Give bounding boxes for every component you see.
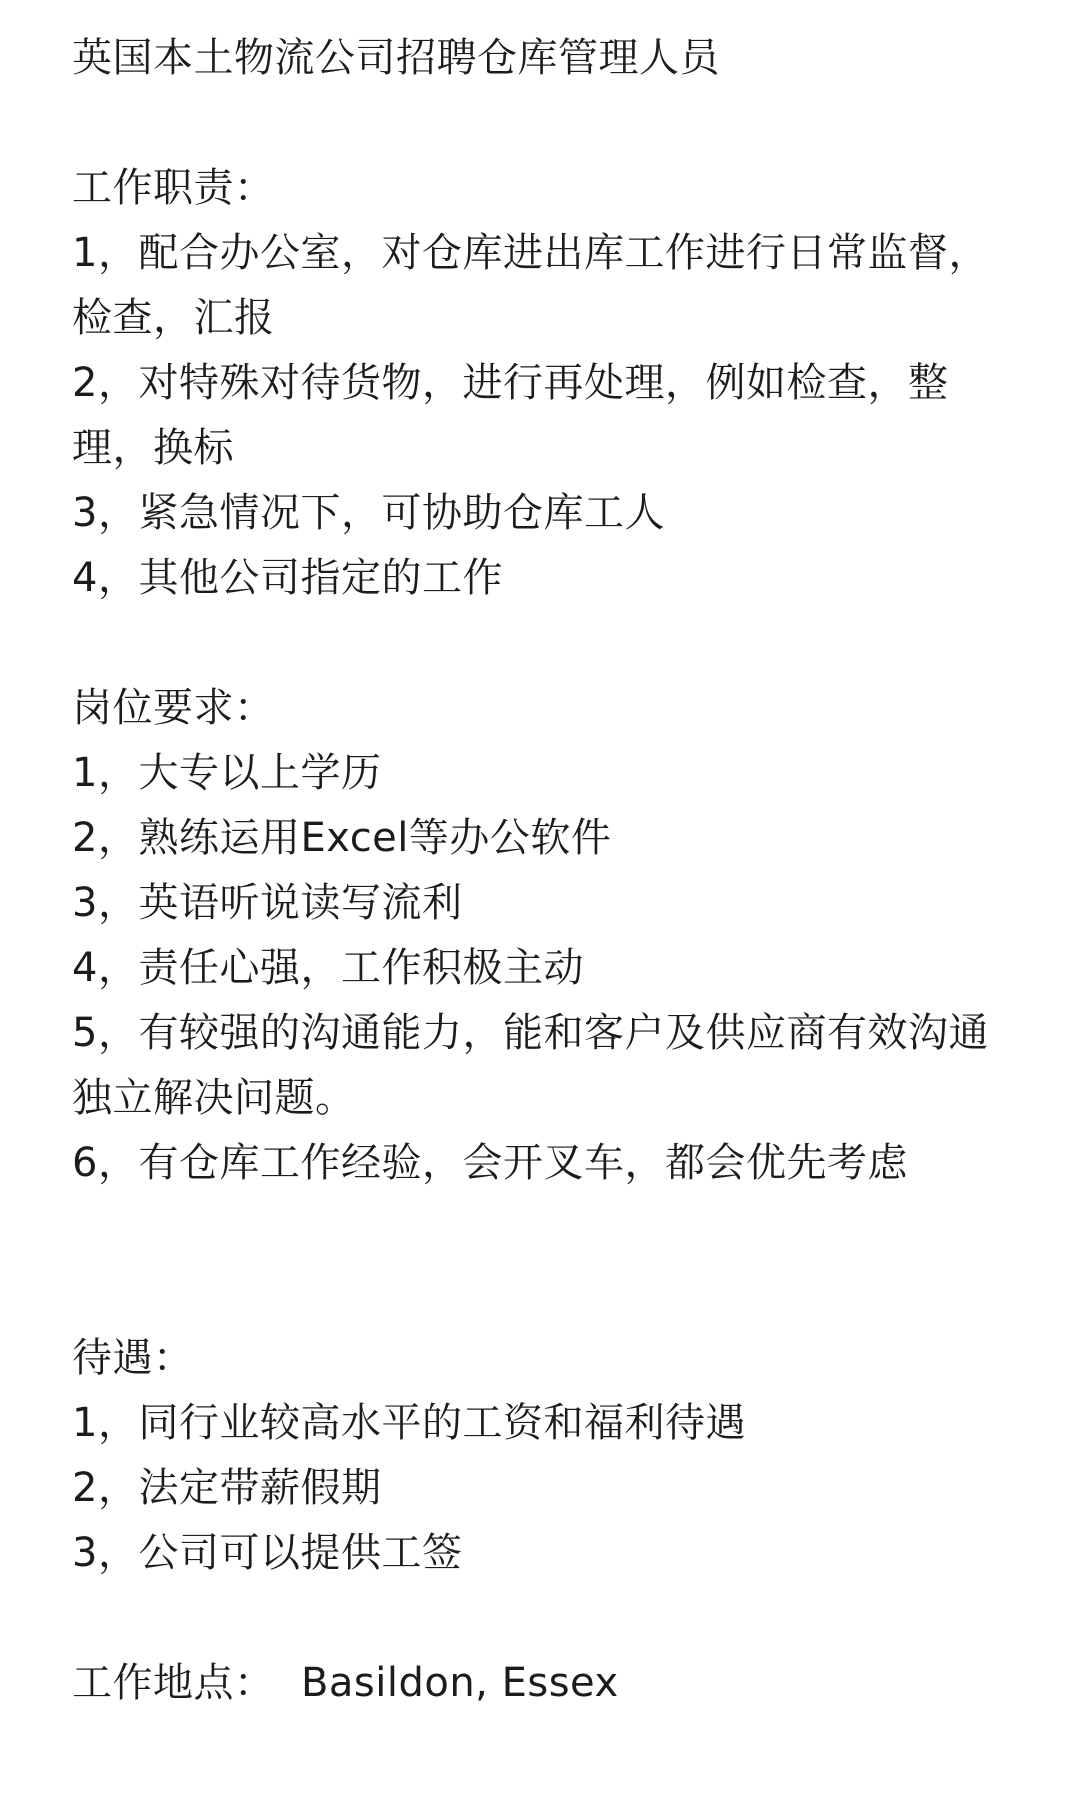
requirement-item: 6，有仓库工作经验，会开叉车，都会优先考虑 (72, 1140, 908, 1186)
responsibilities-heading: 工作职责： (72, 165, 275, 211)
benefits-heading: 待遇： (72, 1335, 194, 1381)
spacer (72, 611, 1002, 676)
requirement-item: 5，有较强的沟通能力，能和客户及供应商有效沟通独立解决问题。 (72, 1010, 989, 1121)
requirement-item: 1，大专以上学历 (72, 750, 382, 796)
location-label: 工作地点： (72, 1660, 275, 1706)
location-value: Basildon, Essex (300, 1660, 619, 1706)
job-posting-document (72, 26, 1002, 1716)
requirement-item: 4，责任心强，工作积极主动 (72, 945, 584, 991)
responsibility-item: 1，配合办公室，对仓库进出库工作进行日常监督，检查，汇报 (72, 230, 989, 341)
requirement-item: 3，英语听说读写流利 (72, 880, 463, 926)
benefit-item: 2，法定带薪假期 (72, 1465, 382, 1511)
requirements-heading: 岗位要求： (72, 685, 275, 731)
spacer (72, 1196, 1002, 1326)
responsibility-item: 2，对特殊对待货物，进行再处理，例如检查，整理，换标 (72, 360, 949, 471)
spacer (72, 91, 1002, 156)
responsibility-item: 4，其他公司指定的工作 (72, 555, 503, 601)
spacer (72, 1586, 1002, 1651)
location-line (72, 1651, 1002, 1716)
top-edge (0, 0, 1080, 8)
requirement-item: 2，熟练运用Excel等办公软件 (72, 815, 612, 861)
benefit-item: 1，同行业较高水平的工资和福利待遇 (72, 1400, 746, 1446)
posting-title: 英国本土物流公司招聘仓库管理人员 (72, 35, 720, 81)
benefit-item: 3，公司可以提供工签 (72, 1530, 463, 1576)
responsibility-item: 3，紧急情况下，可协助仓库工人 (72, 490, 665, 536)
